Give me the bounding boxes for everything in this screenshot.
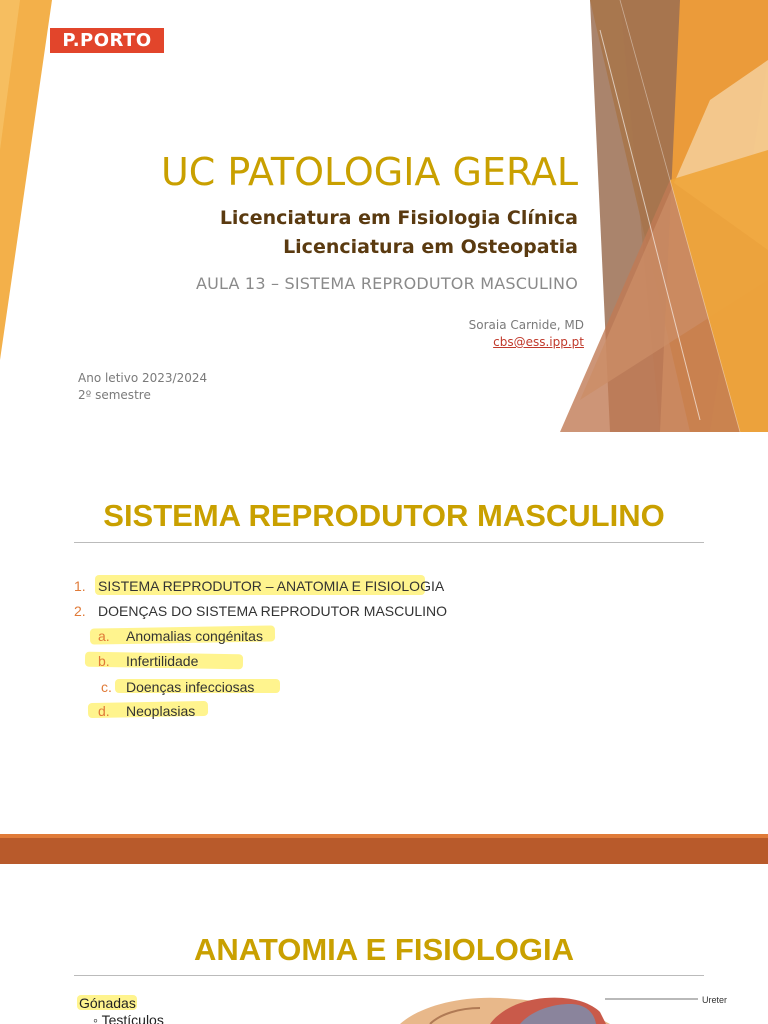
- author-name: Soraia Carnide, MD: [468, 318, 584, 332]
- testes-bullet: ◦ Testículos: [93, 1012, 164, 1024]
- pporto-logo: P.PORTO: [50, 28, 164, 53]
- outline-item: [74, 578, 444, 594]
- outline-subitem: [101, 679, 254, 695]
- anatomy-slide: [0, 864, 768, 1024]
- anatomy-figure: [380, 986, 710, 1024]
- right-decoration: [560, 0, 768, 432]
- outline-slide: [0, 432, 768, 834]
- item-number: 1.: [74, 578, 86, 594]
- course-title: UC PATOLOGIA GERAL: [160, 150, 578, 194]
- academic-year: [78, 370, 207, 404]
- item-label: SISTEMA REPRODUTOR – ANATOMIA E FISIOLOGIA: [98, 578, 445, 594]
- outline-subitem: [98, 628, 263, 644]
- lesson-title: AULA 13 – SISTEMA REPRODUTOR MASCULINO: [195, 274, 578, 293]
- item-number: 2.: [74, 603, 86, 619]
- outline-subitem: [98, 703, 195, 719]
- outline-subitem: [98, 653, 198, 669]
- author-email-link[interactable]: cbs@ess.ipp.pt: [493, 335, 584, 349]
- title-divider: [74, 542, 704, 543]
- subitem-letter: b.: [98, 653, 110, 669]
- outline-item: [74, 603, 447, 619]
- title-slide: [0, 0, 768, 432]
- subitem-letter: c.: [101, 679, 112, 695]
- subitem-label: Neoplasias: [126, 703, 196, 719]
- subitem-letter: d.: [98, 703, 110, 719]
- degree-osteopathy: Licenciatura em Osteopatia: [283, 236, 578, 258]
- subitem-label: Doenças infecciosas: [126, 679, 255, 695]
- gonads-heading: Gónadas: [79, 995, 136, 1011]
- semester-label: 2º semestre: [78, 388, 151, 402]
- subitem-label: Anomalias congénitas: [126, 628, 263, 644]
- slide-separator-band: [0, 834, 768, 864]
- degree-physiology: Licenciatura em Fisiologia Clínica: [219, 207, 578, 229]
- subitem-letter: a.: [98, 628, 110, 644]
- anatomy-title: ANATOMIA E FISIOLOGIA: [193, 932, 575, 967]
- outline-title: SISTEMA REPRODUTOR MASCULINO: [103, 498, 665, 533]
- ureter-label: Ureter: [702, 995, 728, 1005]
- subitem-label: Infertilidade: [126, 653, 199, 669]
- item-label: DOENÇAS DO SISTEMA REPRODUTOR MASCULINO: [98, 603, 448, 619]
- year-label: Ano letivo 2023/2024: [78, 371, 208, 385]
- title-divider: [74, 975, 704, 976]
